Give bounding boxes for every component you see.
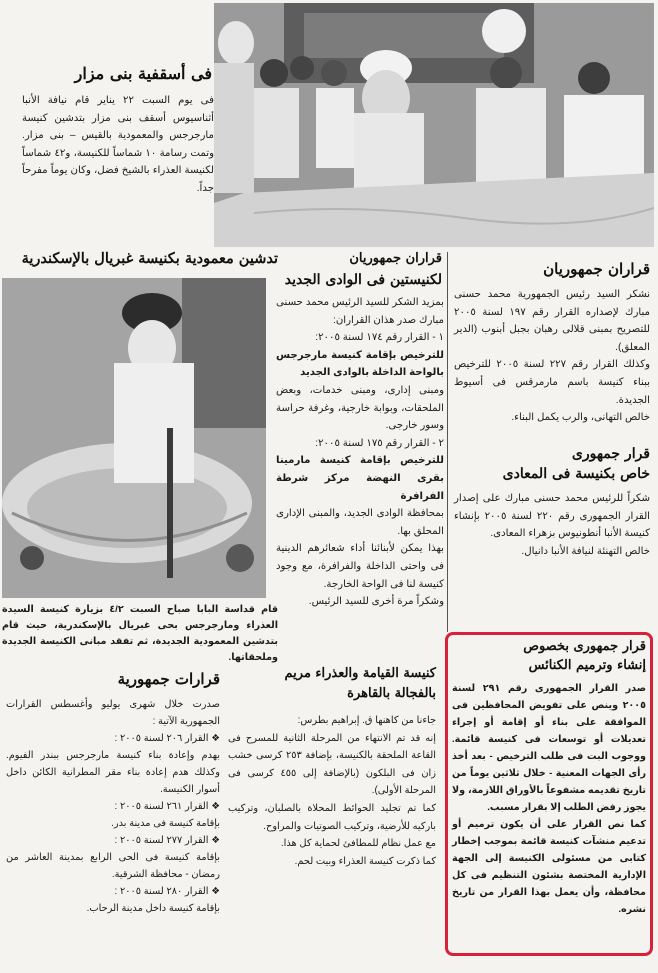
qiyama-paragraph-4: مع عمل نظام للمطافئ لحماية كل هذا. xyxy=(280,838,436,850)
beni-mazar-headline: فى أسقفية بنى مزار xyxy=(74,64,212,83)
two-decrees-paragraph-1: نشكر السيد رئيس الجمهورية محمد حسنى مبارك لإصداره القرار رقم ١٩٧ لسنة ٢٠٠٥ للتصريح بمبنى قلالى رهبان بجبل أبنوب (الدير المعلق). xyxy=(454,289,650,353)
wadi-paragraph-1: بمزيد الشكر للسيد الرئيس محمد حسنى مبارك صدر هذان القراران: xyxy=(276,297,444,326)
two-decrees-paragraph-3: خالص التهانى، والرب يكمل البناء. xyxy=(511,412,650,424)
renovation-paragraph-2: كما نص القرار على أن يكون ترميم أو تدعيم منشآت كنيسة قائمة بموجب إخطار كتابى من مسئولى الكنيسة إلى الجهة الإدارية المختصة بشئون التنظيم فى كل محافظة، وأن يعمل بهذا القرار من تاريخ نشره. xyxy=(452,819,646,915)
qiyama-paragraph-1: جاءنا من كاهنها ق. إبراهيم بطرس: xyxy=(297,715,436,726)
baptistery-photo xyxy=(2,278,266,598)
rep-decrees-item-3: ❖ القرار ٢٧٧ لسنة ٢٠٠٥ : xyxy=(114,835,220,846)
rep-decrees-headline: قرارات جمهورية xyxy=(117,670,220,688)
wadi-headline: لكنيستين فى الوادى الجديد xyxy=(284,272,442,288)
maadi-paragraph-2: خالص التهنئة لنيافة الأنبا دانيال. xyxy=(521,545,650,557)
maadi-headline-top: قرار جمهورى xyxy=(571,446,650,462)
wadi-body xyxy=(276,294,444,611)
renovation-headline: إنشاء وترميم الكنائس xyxy=(528,658,646,673)
renovation-headline-top: قرار جمهورى بخصوص xyxy=(523,639,646,654)
two-decrees-paragraph-2: وكذلك القرار رقم ٢٢٧ لسنة ٢٠٠٥ للترخيص ببناء كنيسة باسم مارمرقس فى أسيوط الجديدة. xyxy=(454,359,651,406)
wadi-paragraph-6: للترخيص بإقامة كنيسة مارمينا بقرى النهضة مركز شرطة الفرافرة xyxy=(276,455,444,502)
rep-decrees-item-2: ❖ القرار ٢٦١ لسنة ٢٠٠٥ : xyxy=(114,801,220,812)
maadi-body xyxy=(454,490,650,560)
renovation-paragraph-1: صدر القرار الجمهورى رقم ٢٩١ لسنة ٢٠٠٥ وينص على تفويض المحافظين فى الموافقة على بناء أو إقامة أو إجراء تعديلات أو توسعات فى كنيسة قائمة. ووجوب البت فى طلب الترخيص - بعد أخذ رأى الجهات المعنية - خلال ثلاثين يوماً من تاريخ تقديمه مشفوعاً بالأوراق اللازمة، ولا يجوز رفض الطلب إلا بقرار مسبب. xyxy=(452,683,646,813)
qiyama-paragraph-3: كما تم تجليد الحوائط المحلاة بالصلبان، وتركيب باركيه للأرضية، وتركيب الصوتيات والمراوح. xyxy=(228,802,436,832)
qiyama-paragraph-2: إنه قد تم الانتهاء من المرحلة الثانية للمسرح فى القاعة الملحقة بالكنيسة، بإضافة ٢٥٣ كرسى خشب زان فى البلكون (بالإضافة إلى ٤٥٥ كرسى فى المرحلة الأولى). xyxy=(228,732,436,797)
wadi-headline-top: قراران جمهوريان xyxy=(349,251,442,266)
consecration-photo-image xyxy=(214,3,654,247)
alexandria-caption: قام قداسة البابا صباح السبت ٤/٢ بزيارة كنيسة السيدة العذراء ومارجرجس بحى غبريال بالإسكندرية، حيث قام بتدشين المعمودية الجديدة، ثم تفقد مبانى الكنيسة الجديدة وملحقاتها. xyxy=(2,604,278,663)
renovation-body xyxy=(452,680,646,918)
rep-decrees-item-1: ❖ القرار ٢٠٦ لسنة ٢٠٠٥ : xyxy=(114,733,220,744)
qiyama-headline: بالفجالة بالقاهرة xyxy=(347,686,436,701)
two-decrees-headline: قراران جمهوريان xyxy=(543,260,650,278)
wadi-paragraph-7: بمحافظة الوادى الجديد، والمبنى الإدارى المحلق بها. xyxy=(276,508,444,537)
maadi-paragraph-1: شكراً للرئيس محمد حسنى مبارك على إصدار القرار الجمهورى رقم ٢٢٠ لسنة ٢٠٠٥ بإنشاء كنيسة الأنبا أنطونيوس بزهراء المعادى. xyxy=(454,493,650,540)
wadi-paragraph-5: ٢ - القرار رقم ١٧٥ لسنة ٢٠٠٥: xyxy=(315,437,444,449)
wadi-paragraph-9: وشكراً مرة أخرى للسيد الرئيس. xyxy=(308,596,444,608)
wadi-paragraph-3: للترخيص بإقامة كنيسة مارجرجس بالواحة الداخلة بالوادى الجديد xyxy=(276,349,444,379)
qiyama-headline-top: كنيسة القيامة والعذراء مريم xyxy=(284,666,436,681)
rep-decrees-item-4: ❖ القرار ٢٨٠ لسنة ٢٠٠٥ : xyxy=(114,886,220,897)
maadi-headline: خاص بكنيسة فى المعادى xyxy=(502,466,650,482)
rep-decrees-paragraph-5: بإقامة كنيسة داخل مدينة الرحاب. xyxy=(86,903,220,914)
rep-decrees-paragraph-2: بهدم وإعادة بناء كنيسة مارجرجس ببندر الفيوم. وكذلك هدم إعادة بناء مقر المطرانية الكائن داخل أسوار الكنيسة. xyxy=(6,750,220,795)
rep-decrees-paragraph-4: بإقامة كنيسة فى الحى الرابع بمدينة العاشر من رمضان - محافظة الشرقية. xyxy=(6,852,220,880)
rep-decrees-paragraph-1: صدرت خلال شهرى يوليو وأغسطس القرارات الجمهورية الآتية : xyxy=(6,699,220,727)
wadi-paragraph-2: ١ - القرار رقم ١٧٤ لسنة ٢٠٠٥: xyxy=(315,332,444,344)
beni-mazar-body: فى يوم السبت ٢٢ يناير قام نيافة الأنبا أثناسيوس أسقف بنى مزار بتدشين كنيسة مارجرجس والمعمودية بالقيس – بنى مزار. وتمت رسامة ١٠ شماساً للكنيسة، و٤٢ شماساً لكنيسة العذراء بالشيخ فضل، وكان يوماً مفرحاً جداً. xyxy=(22,95,215,194)
wadi-paragraph-8: بهذا يمكن لأبنائنا أداء شعائرهم الدينية فى واحتى الداخلة والفرافرة، مع وجود كنيسة لنا فى الواحة الخارجة. xyxy=(276,543,444,590)
rep-decrees-body xyxy=(6,696,220,917)
alexandria-headline: تدشين معمودية بكنيسة غبريال بالإسكندرية xyxy=(21,250,278,267)
rep-decrees-paragraph-3: بإقامة كنيسة فى مدينة بدر. xyxy=(111,818,220,829)
two-decrees-body xyxy=(454,286,650,427)
qiyama-body xyxy=(228,712,436,870)
qiyama-paragraph-5: كما ذكرت كنيسة العذراء وبيت لحم. xyxy=(294,855,436,867)
column-divider xyxy=(447,252,448,632)
consecration-photo xyxy=(214,3,654,247)
wadi-paragraph-4: ومبنى إدارى، ومبنى خدمات، وبعض الملحقات، وبوابة خارجية، وغرفة حراسة وسور خارجى. xyxy=(276,384,444,432)
baptistery-photo-image xyxy=(2,278,266,598)
